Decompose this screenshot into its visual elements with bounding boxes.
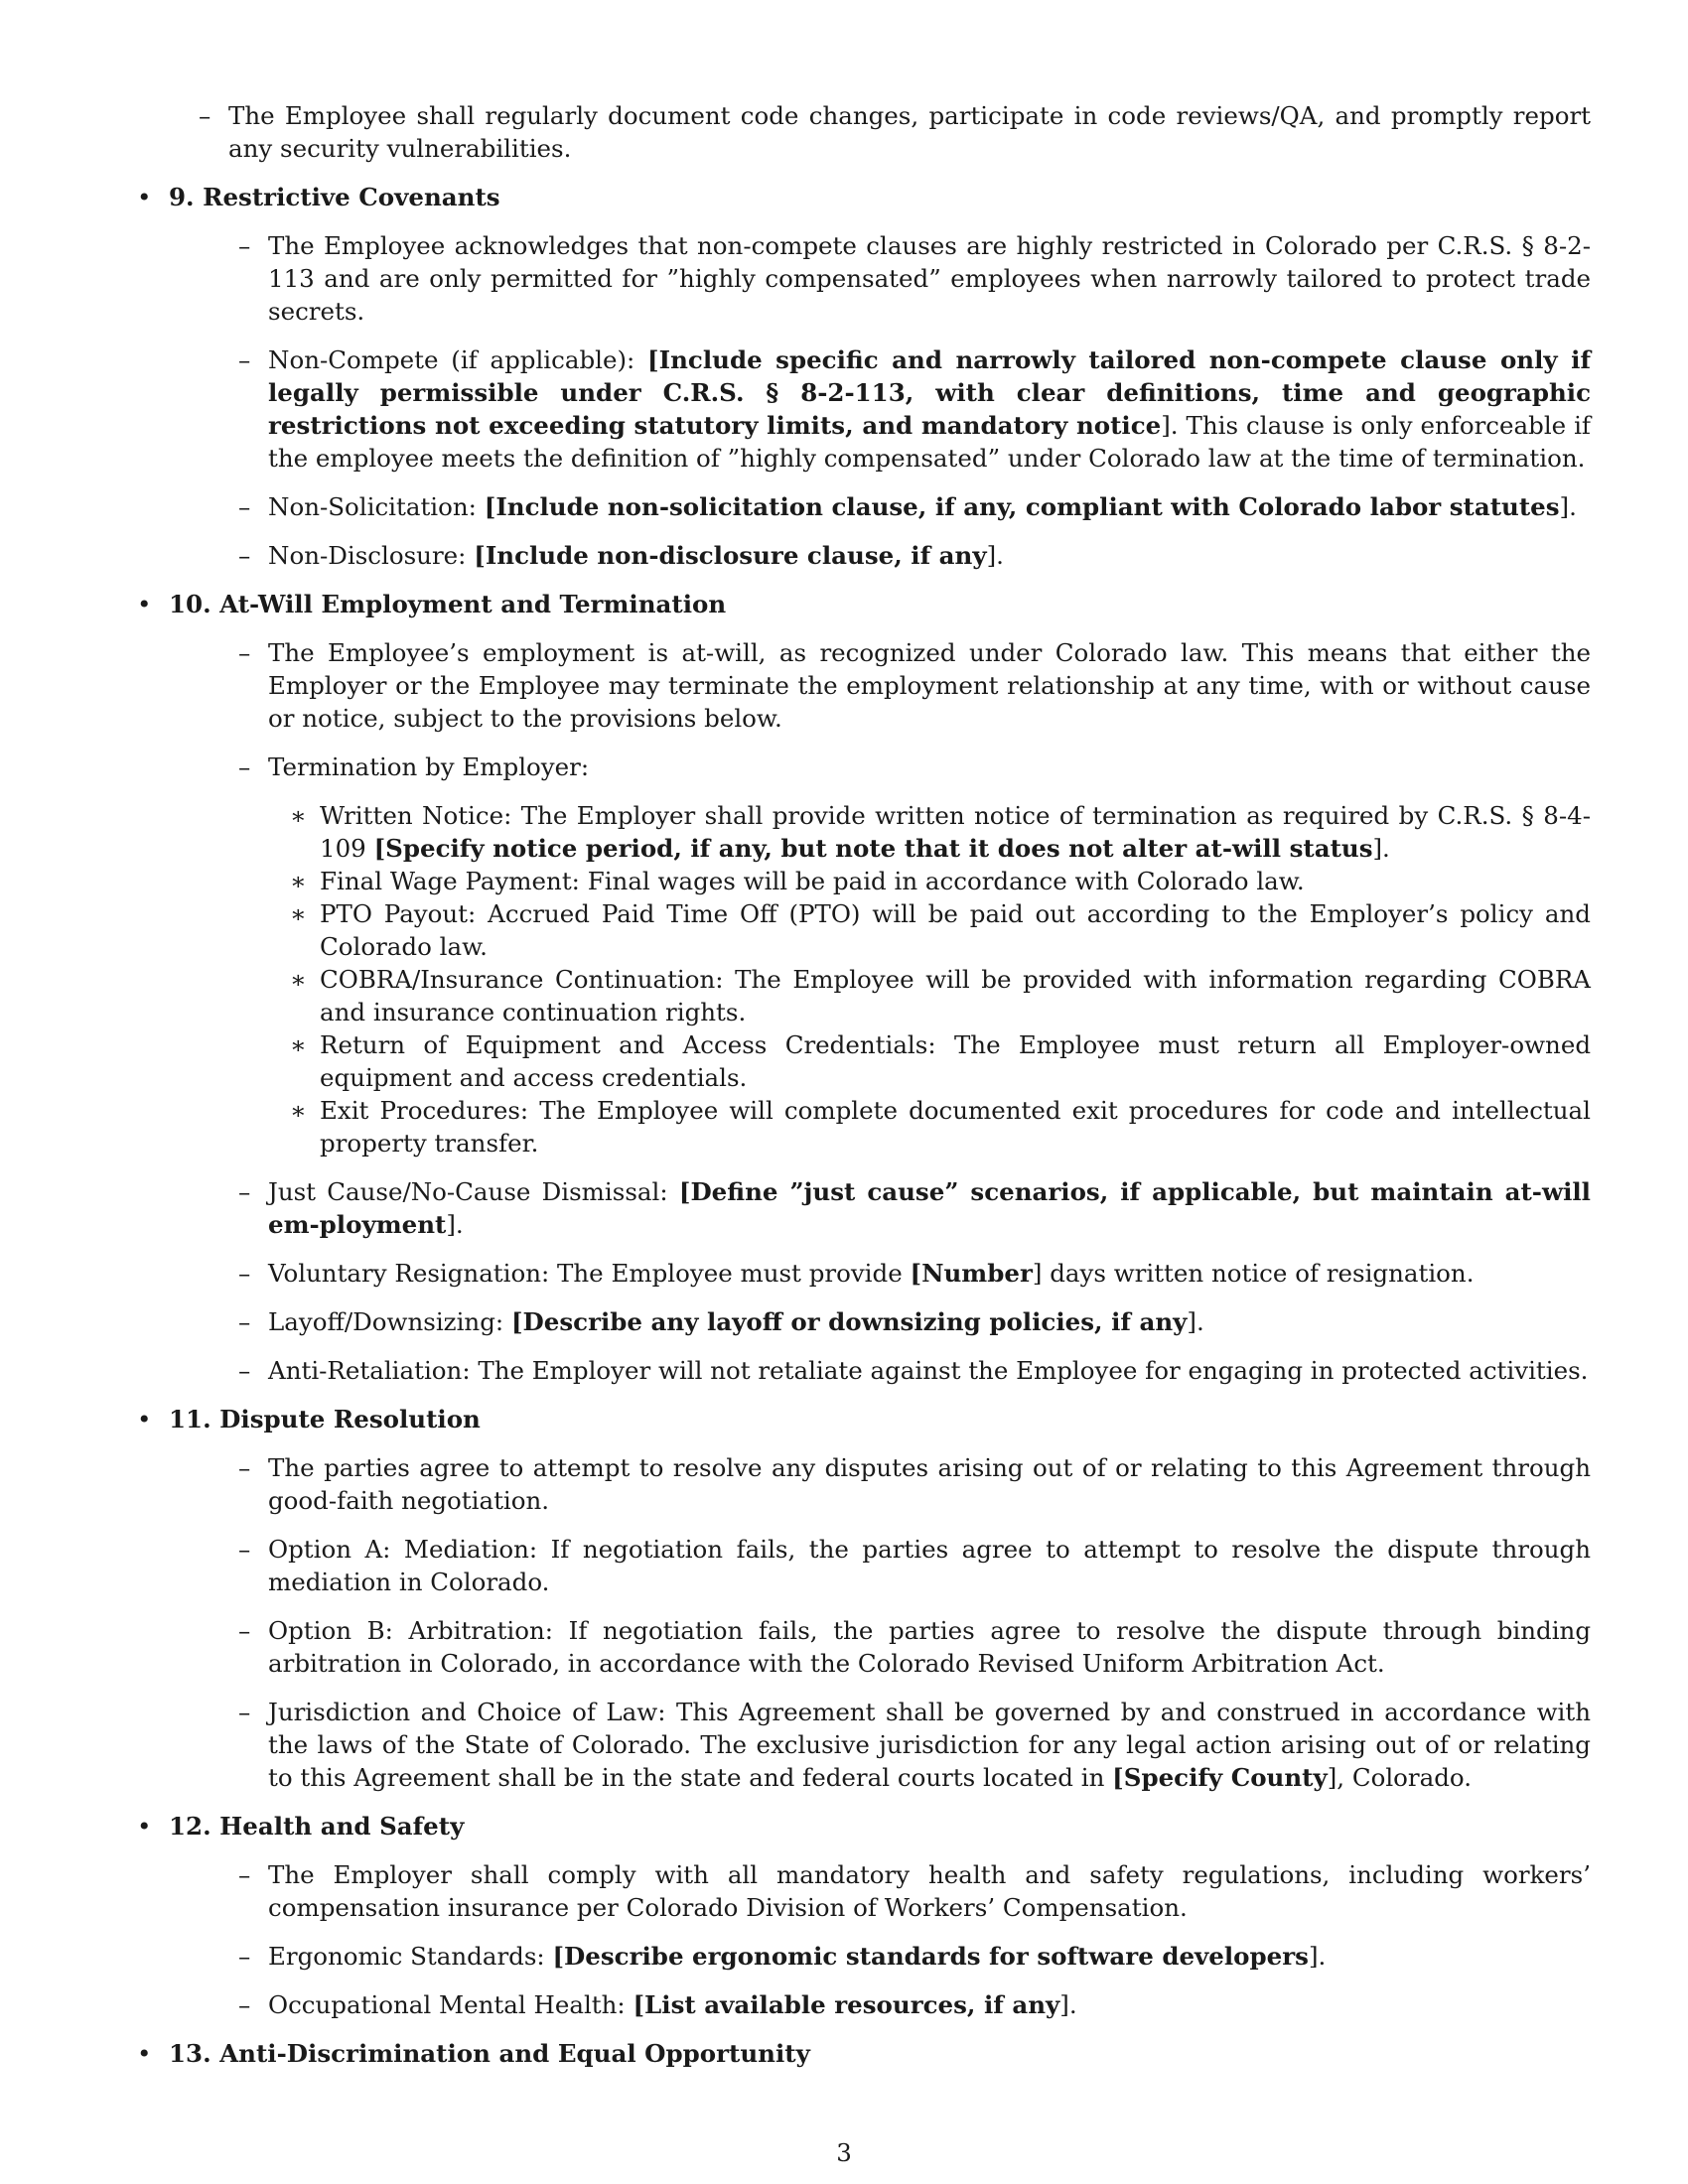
document-body [129, 99, 1591, 2070]
section-10 [129, 588, 1591, 1387]
dash-icon: – [238, 541, 251, 570]
list-item: – Non-Compete (if applicable): [Include specific and narrowly tailored non-compete clause only if legally permissible under C.R.S. § 8-2-113, with clear definitions, time and geographic restrictions not exceeding statutory limits, and mandatory notice]. This clause is only enforceable if the employee meets the definition of ”highly compensated” under Colorado law at the time of termination. [238, 345, 1592, 473]
placeholder-text: Describe ergonomic standards for software developers [564, 1942, 1309, 1971]
list-item: – Anti-Retaliation: The Employer will not retaliate against the Employee for engaging in protected activities. [238, 1356, 1589, 1385]
section-13 [129, 2037, 1591, 2070]
dash-icon: – [238, 1453, 251, 1482]
list-item: – Option A: Mediation: If negotiation fails, the parties agree to attempt to resolve the dispute through mediation in Colorado. [238, 1535, 1591, 1596]
list-item: – The parties agree to attempt to resolve any disputes arising out of or relating to this Agreement through good-faith negotiation. [238, 1453, 1591, 1515]
section-heading: 12. Health and Safety [169, 1812, 465, 1841]
sub-list-item: ∗ Exit Procedures: The Employee will complete documented exit procedures for code and intellectual property transfer. [290, 1096, 1591, 1158]
star-icon: ∗ [290, 801, 307, 830]
sub-list-item: ∗ Return of Equipment and Access Credentials: The Employee must return all Employer-owned equipment and access credentials. [290, 1030, 1591, 1092]
placeholder-text: Define ”just cause” scenarios, if applicable, but maintain at-will em-ployment [268, 1177, 1591, 1239]
sub-list-item: ∗ Written Notice: The Employer shall provide written notice of termination as required by C.R.S. § 8-4-109 [Specify notice period, if any, but note that it does not alter at-will status]. [290, 801, 1591, 863]
star-icon: ∗ [290, 1030, 307, 1059]
placeholder-text: Describe any layoff or downsizing policies, if any [522, 1307, 1188, 1336]
list-item: – Voluntary Resignation: The Employee must provide [Number] days written notice of resignation. [238, 1259, 1475, 1288]
dash-icon: – [238, 1860, 251, 1889]
dash-icon: – [238, 752, 251, 781]
dash-icon: – [238, 1356, 251, 1385]
termination-sublist [268, 799, 1591, 1160]
dash-icon: – [238, 1177, 251, 1206]
sub-list-item: ∗ COBRA/Insurance Continuation: The Employee will be provided with information regarding COBRA and insurance continuation rights. [290, 965, 1591, 1026]
list-item: – Non-Solicitation: [Include non-solicitation clause, if any, compliant with Colorado labor statutes]. [238, 492, 1577, 521]
sub-list-item: ∗ Final Wage Payment: Final wages will be paid in accordance with Colorado law. [290, 867, 1305, 895]
section-heading: 11. Dispute Resolution [169, 1405, 481, 1433]
placeholder-text: Include non-solicitation clause, if any, compliant with Colorado labor statutes [495, 492, 1560, 521]
star-icon: ∗ [290, 1096, 307, 1125]
dash-icon: – [238, 1535, 251, 1564]
list-item: – Option B: Arbitration: If negotiation fails, the parties agree to resolve the dispute through binding arbitration in Colorado, in accordance with the Colorado Revised Uniform Arbitration Act. [238, 1616, 1591, 1678]
list-item: – Termination by Employer: ∗ Written Notice: The Employer shall provide written notice of termination as required by C.R.S. § 8-4-109 [Specify notice period, if any, but note that it does not alter at-will status]. ∗ Final Wage Payment: Final wages will be paid in accordance with Colorado law. ∗ PTO Payout: Accrued Paid Time Off (PTO) will be paid out according to the Employer’s policy and Colorado law. ∗ COBRA/Insurance Continuation: The Employee will be provided with information regarding COBRA and insurance continuation rights. ∗ Return of Equipment and Access Credentials: The Employee must return all Employer-owned equipment and access credentials. ∗ Exit Procedures: The Employee will complete documented exit procedures for code and intellectual property transfer. [238, 752, 1591, 1158]
list-item: – The Employee shall regularly document code changes, participate in code reviews/QA, and promptly report any security vulnerabilities. [199, 101, 1591, 163]
dash-icon: – [238, 1698, 251, 1726]
section-9 [129, 181, 1591, 572]
list-item: – Non-Disclosure: [Include non-disclosure clause, if any]. [238, 541, 1004, 570]
star-icon: ∗ [290, 867, 307, 895]
section-12 [129, 1810, 1591, 2021]
dash-icon: – [199, 101, 211, 130]
dash-icon: – [238, 231, 251, 260]
dash-icon: – [238, 1307, 251, 1336]
list-item: – Just Cause/No-Cause Dismissal: [Define ”just cause” scenarios, if applicable, but maintain at-will em-ployment]. [238, 1177, 1591, 1239]
list-item: – The Employee’s employment is at-will, as recognized under Colorado law. This means that either the Employer or the Employee may terminate the employment relationship at any time, with or without cause or notice, subject to the provisions below. [238, 638, 1591, 733]
dash-icon: – [238, 1990, 251, 2019]
list-item: – Ergonomic Standards: [Describe ergonomic standards for software developers]. [238, 1942, 1327, 1971]
bullet-icon: • [137, 590, 152, 618]
list-item: – Jurisdiction and Choice of Law: This Agreement shall be governed by and construed in accordance with the laws of the State of Colorado. The exclusive jurisdiction for any legal action arising out of or relating to this Agreement shall be in the state and federal courts located in [Specify County], Colorado. [238, 1698, 1591, 1792]
star-icon: ∗ [290, 965, 307, 994]
section-heading: 10. At-Will Employment and Termination [169, 590, 727, 618]
placeholder-text: Specify notice period, if any, but note that it does not alter at-will status [385, 834, 1373, 863]
placeholder-text: Specify County [1123, 1763, 1328, 1792]
bullet-icon: • [137, 2039, 152, 2068]
page-number: 3 [836, 2138, 852, 2167]
bullet-icon: • [137, 1812, 152, 1841]
dash-icon: – [238, 492, 251, 521]
sub-list-item: ∗ PTO Payout: Accrued Paid Time Off (PTO) will be paid out according to the Employer’s policy and Colorado law. [290, 899, 1591, 961]
dash-icon: – [238, 1259, 251, 1288]
placeholder-text: Include non-disclosure clause, if any [485, 541, 987, 570]
star-icon: ∗ [290, 899, 307, 928]
list-item: – The Employer shall comply with all mandatory health and safety regulations, including workers’ compensation insurance per Colorado Division of Workers’ Compensation. [238, 1860, 1591, 1922]
dash-icon: – [238, 1616, 251, 1645]
bullet-icon: • [137, 183, 152, 211]
bullet-icon: • [137, 1405, 152, 1433]
section-11 [129, 1403, 1591, 1794]
list-item: – Layoff/Downsizing: [Describe any layoff or downsizing policies, if any]. [238, 1307, 1204, 1336]
dash-icon: – [238, 345, 251, 374]
placeholder-text: List available resources, if any [644, 1990, 1060, 2019]
dash-icon: – [238, 638, 251, 667]
dash-icon: – [238, 1942, 251, 1971]
list-item: – The Employee acknowledges that non-compete clauses are highly restricted in Colorado per C.R.S. § 8-2-113 and are only permitted for ”highly compensated” employees when narrowly tailored to protect trade secrets. [238, 231, 1591, 326]
section-heading: 13. Anti-Discrimination and Equal Opportunity [169, 2039, 810, 2068]
placeholder-text: Number [921, 1259, 1033, 1288]
section-heading: 9. Restrictive Covenants [169, 183, 500, 211]
section-8-continuation [129, 99, 1591, 165]
section-list [129, 181, 1591, 2070]
placeholder-text: Include specific and narrowly tailored non-compete clause only if legally permissible under C.R.S. § 8-2-113, with clear definitions, time and geographic restrictions not exceeding statutory limits, and mandatory notice [268, 345, 1591, 440]
list-item: – Occupational Mental Health: [List available resources, if any]. [238, 1990, 1077, 2019]
